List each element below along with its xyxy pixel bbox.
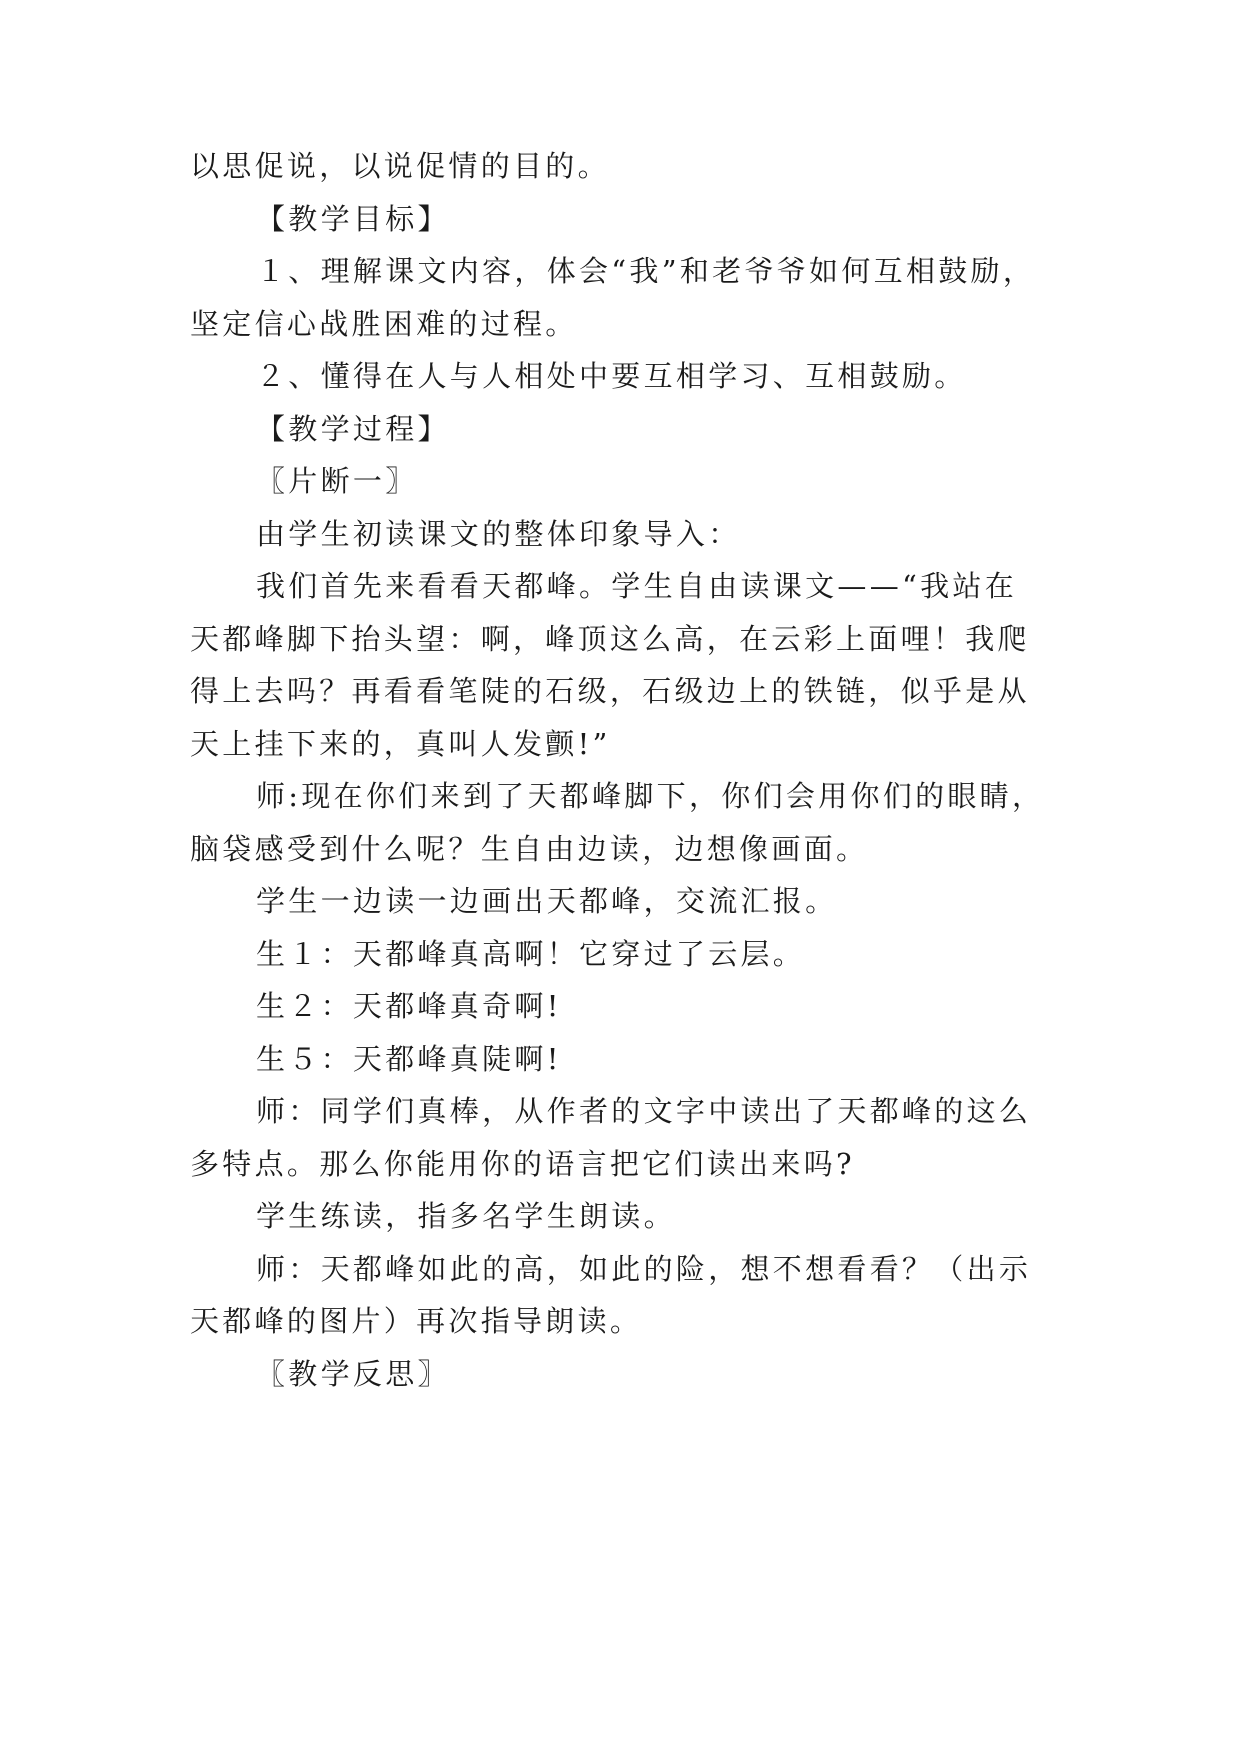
paragraph-line: 天上挂下来的，真叫人发颤!” — [190, 727, 611, 761]
paragraph-line: 天都峰的图片）再次指导朗读。 — [190, 1304, 643, 1338]
paragraph-line: 我们首先来看看天都峰。学生自由读课文——“我站在 — [256, 569, 1018, 603]
paragraph-line: 生１：天都峰真高啊！它穿过了云层。 — [256, 937, 806, 971]
subsection-heading: 〖教学反思〗 — [256, 1357, 450, 1391]
paragraph-line: 师:现在你们来到了天都峰脚下，你们会用你们的眼睛， — [256, 779, 1045, 813]
paragraph-line: 师：天都峰如此的高，如此的险，想不想看看？（出示 — [256, 1252, 1032, 1286]
paragraph-line: 学生练读，指多名学生朗读。 — [256, 1199, 676, 1233]
paragraph-line: ２、懂得在人与人相处中要互相学习、互相鼓励。 — [256, 359, 967, 393]
paragraph-line: 以思促说，以说促情的目的。 — [190, 149, 610, 183]
paragraph-line: 坚定信心战胜困难的过程。 — [190, 307, 578, 341]
paragraph-line: 师：同学们真棒，从作者的文字中读出了天都峰的这么 — [256, 1094, 1032, 1128]
subsection-heading: 〖片断一〗 — [256, 464, 418, 498]
paragraph-line: 生２：天都峰真奇啊! — [256, 989, 562, 1023]
paragraph-line: 生５：天都峰真陡啊! — [256, 1042, 562, 1076]
paragraph-line: １、理解课文内容，体会“我”和老爷爷如何互相鼓励， — [256, 254, 1036, 288]
paragraph-line: 脑袋感受到什么呢？生自由边读，边想像画面。 — [190, 832, 869, 866]
paragraph-line: 多特点。那么你能用你的语言把它们读出来吗? — [190, 1147, 855, 1181]
section-heading: 【教学过程】 — [256, 412, 450, 446]
paragraph-line: 得上去吗？再看看笔陡的石级，石级边上的铁链，似乎是从 — [190, 674, 1030, 708]
section-heading: 【教学目标】 — [256, 202, 450, 236]
paragraph-line: 天都峰脚下抬头望：啊，峰顶这么高，在云彩上面哩！我爬 — [190, 622, 1030, 656]
paragraph-line: 学生一边读一边画出天都峰，交流汇报。 — [256, 884, 838, 918]
paragraph-line: 由学生初读课文的整体印象导入： — [256, 517, 741, 551]
